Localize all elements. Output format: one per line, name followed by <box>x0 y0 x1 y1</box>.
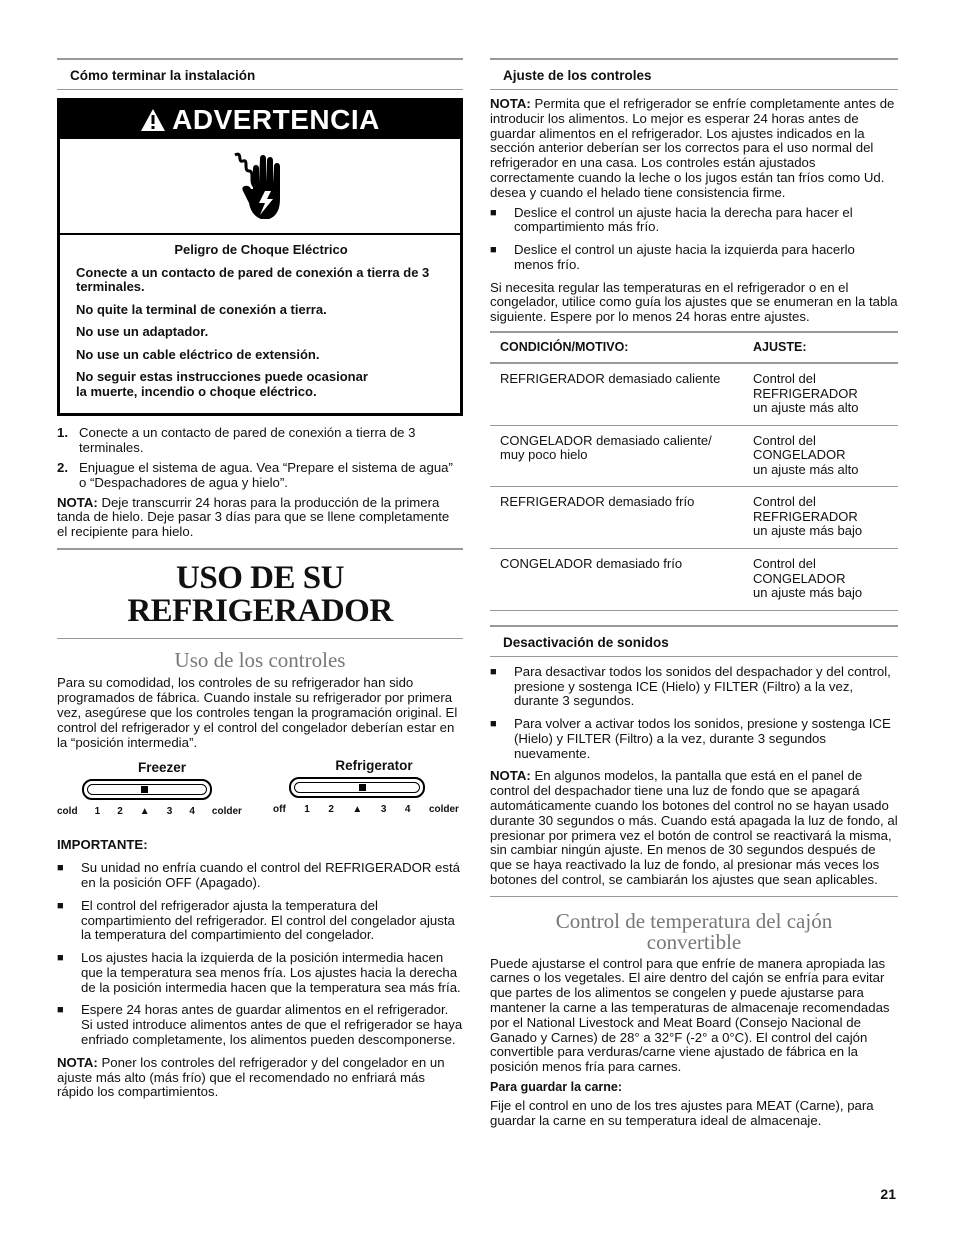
table-cell <box>743 548 898 610</box>
note-paragraph <box>57 496 463 540</box>
warning-line-part: la muerte, incendio o choque eléctrico. <box>76 383 317 399</box>
table-header: AJUSTE: <box>743 332 898 363</box>
subsection-title-line: Control de temperatura del cajón <box>555 908 833 933</box>
note-paragraph <box>57 1056 463 1100</box>
bullet-icon: ■ <box>57 952 64 965</box>
scale-label: 2 <box>117 806 123 818</box>
cell-line: Control del <box>753 494 816 510</box>
bullet-icon: ■ <box>490 244 497 257</box>
bullet-icon: ■ <box>490 206 497 219</box>
bullet-text: Espere 24 horas antes de guardar alimentos en el refrigerador. Si usted introduce alimentos antes de que el refrigerador se haya enfriado completamente, los alimentos pueden descomponerse. <box>81 1002 463 1047</box>
bullet-icon: ■ <box>57 862 64 875</box>
cell-line: CONGELADOR <box>753 447 846 463</box>
refrigerator-slider <box>289 777 425 798</box>
warning-line <box>76 370 446 399</box>
adjust-bullets <box>490 206 898 273</box>
warning-line: No use un cable eléctrico de extensión. <box>76 346 320 362</box>
scale-label: 1 <box>304 804 310 816</box>
bullet-icon: ■ <box>57 899 64 912</box>
important-bullets <box>57 861 463 1048</box>
warning-line: Conecte a un contacto de pared de conexión a tierra de 3 terminales. <box>76 264 430 295</box>
table-cell: CONGELADOR demasiado frío <box>490 548 743 610</box>
slider-knob <box>141 786 148 793</box>
list-item <box>57 1003 463 1047</box>
right-column <box>490 58 898 1133</box>
cell-line: un ajuste más bajo <box>753 523 863 539</box>
subsection-title-line: convertible <box>646 929 742 954</box>
freezer-control <box>57 760 242 818</box>
note-label: NOTA: <box>490 96 531 112</box>
scale-label: 4 <box>189 806 195 818</box>
note-text: Deje transcurrir 24 horas para la producción de la primera tanda de hielo. Deje pasar 3 días para que se llene completamente el recipiente para hielo. <box>57 494 450 540</box>
scale-label: cold <box>57 806 78 818</box>
warning-text <box>60 235 460 413</box>
freezer-slider <box>82 779 212 800</box>
refrigerator-scale <box>273 804 459 815</box>
divider <box>490 656 898 657</box>
left-column <box>57 58 463 1105</box>
step-text: Conecte a un contacto de pared de conexión a tierra de 3 terminales. <box>79 425 416 456</box>
scale-label: ▲ <box>352 804 363 816</box>
page-title-line: REFRIGERADOR <box>127 592 393 629</box>
slider-knob <box>359 784 366 791</box>
scale-label: colder <box>211 806 242 818</box>
list-item <box>57 861 463 891</box>
page-number: 21 <box>880 1186 896 1202</box>
subsection-title-controls: Uso de los controles <box>174 647 346 672</box>
page-title-line: USO DE SU <box>176 559 344 596</box>
list-item <box>57 899 463 943</box>
table-cell <box>743 425 898 487</box>
bullet-text: Su unidad no enfría cuando el control del REFRIGERADOR está en la posición OFF (Apagado). <box>81 860 460 890</box>
drawer-paragraph: Puede ajustarse el control para que enfríe de manera apropiada las carnes o los vegetales. El aire dentro del cajón se enfría para evitar que partes de los alimentos se congelen y puede ajustarse para mantener la carne a las temperaturas de almacenaje recomendadas por el National Livestock and Meat Board (Consejo Nacional de Ganado y Carnes) de 28° a 32°F (-2° a 0°C). El control del cajón convertible para verduras/carne viene ajustado de fábrica en la posición menos fría para carnes. <box>490 955 890 1075</box>
divider <box>490 896 898 897</box>
refrigerator-control <box>273 758 459 816</box>
cell-line: Control del <box>753 432 816 448</box>
scale-label: 1 <box>94 806 101 818</box>
bullet-icon: ■ <box>490 718 497 731</box>
table-header-row <box>490 332 898 363</box>
bullet-text: Para desactivar todos los sonidos del despachador y del control, presione y sostenga ICE (Hielo) y FILTER (Filtro) a la vez, durante 3 segundos. <box>514 663 891 709</box>
scale-label: 3 <box>166 806 173 818</box>
note-paragraph <box>490 97 898 200</box>
section-heading-sounds: Desactivación de sonidos <box>490 625 898 656</box>
bullet-text: Deslice el control un ajuste hacia la derecha para hacer el compartimiento más frío. <box>514 204 853 235</box>
intro-paragraph: Para su comodidad, los controles de su refrigerador han sido programados de fábrica. Cuando instale su refrigerador por primera vez, asegúrese que los controles tengan la programación original. El control del refrigerador y el control del congelador deberían estar en la “posición intermedia”. <box>57 675 458 750</box>
freezer-scale <box>57 806 242 817</box>
list-item <box>57 951 463 995</box>
table-row <box>490 548 898 610</box>
important-label: IMPORTANTE: <box>57 837 148 853</box>
note-text: Permita que el refrigerador se enfríe completamente antes de introducir los alimentos. Lo mejor es esperar 24 horas antes de guardar alimentos en el refrigerador. Los ajustes indicados en la sección anterior deberían ser los correctos para el uso normal del refrigerador en una casa. Los controles están ajustados correctamente cuando la leche o los jugos están tan fríos como Ud. desea y cuando el helado tiene consistencia firme. <box>490 96 895 200</box>
scale-label: 2 <box>328 804 334 816</box>
control-diagram <box>57 760 463 830</box>
cell-line: un ajuste más bajo <box>753 585 863 601</box>
cell-line: Control del <box>753 371 816 387</box>
warning-box <box>57 98 463 416</box>
bullet-icon: ■ <box>490 665 497 678</box>
scale-label: ▲ <box>139 806 150 818</box>
bullet-text: Para volver a activar todos los sonidos, presione y sostenga ICE (Hielo) y FILTER (Filtro) a la vez, durante 3 segundos nuevamente. <box>514 716 891 761</box>
step-number: 1. <box>57 425 68 441</box>
table-cell: CONGELADOR demasiado caliente/ muy poco hielo <box>490 425 743 487</box>
slider-track-inner <box>294 782 420 793</box>
list-item <box>490 206 898 236</box>
warning-line: No quite la terminal de conexión a tierra. <box>76 301 327 317</box>
warning-title-bar <box>60 101 460 139</box>
cell-line: un ajuste más alto <box>753 400 859 416</box>
list-item <box>490 243 898 273</box>
page-title <box>57 548 463 639</box>
bullet-text: Los ajustes hacia la izquierda de la posición intermedia hacen que la temperatura sea menos fría. Los ajustes hacia la derecha de la posición intermedia hacen que la temperatura sea más fría. <box>81 950 461 995</box>
list-item <box>490 717 898 761</box>
section-heading-installation: Cómo terminar la instalación <box>57 58 463 90</box>
table-cell <box>743 487 898 549</box>
refrigerator-label: Refrigerator <box>335 758 413 774</box>
bullet-text: El control del refrigerador ajusta la temperatura del compartimiento del refrigerador. El control del congelador ajusta la temperatura del compartimiento del congelador. <box>81 897 455 943</box>
scale-label: colder <box>428 804 459 816</box>
table-cell: REFRIGERADOR demasiado frío <box>490 487 743 549</box>
note-label: NOTA: <box>490 768 531 784</box>
warning-title: ADVERTENCIA <box>172 104 380 136</box>
warning-line-part: No seguir estas instrucciones puede ocasionar <box>76 369 368 385</box>
bullet-text: Deslice el control un ajuste hacia la izquierda para hacerlo menos frío. <box>514 242 855 272</box>
warning-hazard: Peligro de Choque Eléctrico <box>174 242 348 258</box>
table-row <box>490 487 898 549</box>
warning-triangle-icon <box>140 108 166 132</box>
adjust-paragraph: Si necesita regular las temperaturas en el refrigerador o en el congelador, utilice como guía los ajustes que se enumeran en la tabla siguiente. Espere por lo menos 24 horas entre ajustes. <box>490 279 898 325</box>
installation-steps <box>57 426 463 490</box>
warning-line: No use un adaptador. <box>76 324 209 340</box>
meat-paragraph: Fije el control en uno de los tres ajustes para MEAT (Carne), para guardar la carne en su temperatura ideal de almacenaje. <box>490 1097 874 1128</box>
warning-icon-area <box>60 139 460 235</box>
step-number: 2. <box>57 460 68 476</box>
cell-line: un ajuste más alto <box>753 461 859 477</box>
table-cell <box>743 363 898 425</box>
cell-line: CONGELADOR <box>753 570 846 586</box>
electric-shock-hand-icon <box>229 149 291 223</box>
scale-label: 3 <box>380 804 387 816</box>
meat-label: Para guardar la carne: <box>490 1079 623 1094</box>
table-header: CONDICIÓN/MOTIVO: <box>490 332 743 363</box>
section-heading-adjust: Ajuste de los controles <box>490 58 898 90</box>
freezer-label: Freezer <box>137 760 187 776</box>
list-item <box>57 426 463 456</box>
table-row <box>490 425 898 487</box>
list-item <box>57 461 463 491</box>
list-item <box>490 665 898 709</box>
step-text: Enjuague el sistema de agua. Vea “Prepare el sistema de agua” o “Despachadores de agua y hielo”. <box>79 460 453 490</box>
cell-line: Control del <box>753 555 816 571</box>
scale-label: off <box>273 804 286 816</box>
subsection-title-drawer <box>490 908 898 954</box>
bullet-icon: ■ <box>57 1004 64 1017</box>
note-text: Poner los controles del refrigerador y del congelador en un ajuste más alto (más frío) que el recomendado no enfriará más rápido los compartimientos. <box>57 1054 445 1100</box>
note-label: NOTA: <box>57 1054 98 1070</box>
table-cell: REFRIGERADOR demasiado caliente <box>490 363 743 425</box>
table-row <box>490 363 898 425</box>
note-label: NOTA: <box>57 494 98 510</box>
cell-line: REFRIGERADOR <box>753 385 858 401</box>
sounds-bullets <box>490 665 898 762</box>
note-paragraph <box>490 769 898 887</box>
scale-label: 4 <box>404 804 411 816</box>
note-text: En algunos modelos, la pantalla que está en el panel de control del despachador tiene una luz de fondo que se apagará automáticamente cuando los botones del control no se hayan usado durante 30 segundos o más. Cuando está apagada la luz de fondo, al presionar por primera vez el botón de control se reactivará la misma, sin cambiar ningún ajuste. En menos de 30 segundos después de que se haya reactivado la luz de fondo, al presionar más veces los botones del control, se cambiarán los ajustes que sean aplicables. <box>490 768 898 887</box>
adjust-table <box>490 331 898 611</box>
cell-line: REFRIGERADOR <box>753 508 858 524</box>
